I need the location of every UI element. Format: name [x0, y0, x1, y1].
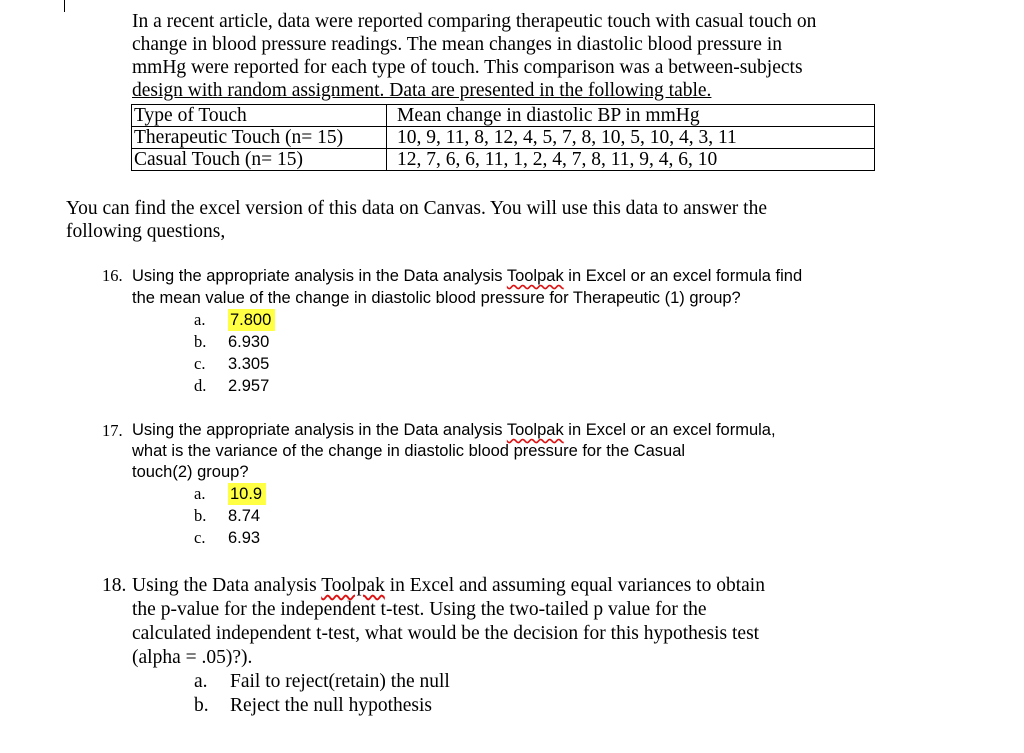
option-letter: a. — [194, 310, 206, 329]
table-header-row — [132, 105, 875, 127]
text-cursor — [64, 0, 65, 12]
answer-option[interactable] — [194, 670, 882, 694]
canvas-note — [66, 197, 846, 243]
option-letter: a. — [194, 484, 206, 503]
table-header-cell: Mean change in diastolic BP in mmHg — [387, 105, 875, 127]
question-line: Using the appropriate analysis in the Data analysis Toolpak in Excel or an excel formula find — [132, 267, 803, 285]
answer-options — [194, 670, 882, 718]
data-table — [131, 104, 875, 171]
answer-option[interactable] — [194, 375, 882, 397]
question-line: (alpha = .05)?). — [132, 647, 253, 668]
option-text: 8.74 — [228, 507, 261, 525]
question-line: what is the variance of the change in diastolic blood pressure for the Casual — [132, 442, 686, 460]
question-line: Using the Data analysis Toolpak in Excel and assuming equal variances to obtain — [132, 575, 765, 596]
question-line: Using the appropriate analysis in the Data analysis Toolpak in Excel or an excel formula, — [132, 421, 776, 439]
answer-options — [194, 309, 882, 397]
answer-option[interactable] — [194, 483, 882, 505]
option-text: 6.930 — [228, 333, 270, 351]
question-17 — [102, 420, 882, 549]
table-row — [132, 149, 875, 171]
answer-option[interactable] — [194, 527, 882, 549]
option-text: 6.93 — [228, 529, 261, 547]
answer-option[interactable] — [194, 309, 882, 331]
option-letter: b. — [194, 332, 207, 351]
option-letter: b. — [194, 695, 209, 716]
question-line: touch(2) group? — [132, 463, 249, 481]
option-letter: b. — [194, 506, 207, 525]
option-letter: c. — [194, 528, 206, 547]
answer-option[interactable] — [194, 505, 882, 527]
intro-line: design with random assignment. Data are presented in the following table. — [132, 80, 712, 101]
option-text-highlighted: 7.800 — [228, 309, 275, 331]
question-number: 16. — [102, 266, 123, 285]
table-cell: 12, 7, 6, 6, 11, 1, 2, 4, 7, 8, 11, 9, 4, 6, 10 — [387, 149, 875, 171]
table-cell: Therapeutic Touch (n= 15) — [132, 127, 387, 149]
intro-line: In a recent article, data were reported comparing therapeutic touch with casual touch on — [132, 11, 817, 32]
option-letter: c. — [194, 354, 206, 373]
note-line: You can find the excel version of this data on Canvas. You will use this data to answer the — [66, 198, 767, 219]
answer-option[interactable] — [194, 331, 882, 353]
table-cell: Casual Touch (n= 15) — [132, 149, 387, 171]
note-line: following questions, — [66, 221, 226, 242]
spellcheck-word: Toolpak — [506, 267, 564, 285]
question-16 — [102, 265, 882, 397]
option-text: Fail to reject(retain) the null — [230, 671, 450, 692]
table-row — [132, 127, 875, 149]
question-line: the p-value for the independent t-test. Using the two-tailed p value for the — [132, 599, 707, 620]
question-number: 17. — [102, 421, 123, 440]
answer-option[interactable] — [194, 353, 882, 375]
table-cell: 10, 9, 11, 8, 12, 4, 5, 7, 8, 10, 5, 10, 4, 3, 11 — [387, 127, 875, 149]
option-text: 2.957 — [228, 377, 270, 395]
intro-line: mmHg were reported for each type of touch. This comparison was a between-subjects — [132, 57, 803, 78]
option-text: 3.305 — [228, 355, 270, 373]
option-text-highlighted: 10.9 — [228, 483, 266, 505]
question-18 — [102, 574, 882, 718]
option-letter: a. — [194, 671, 208, 692]
table-header-cell: Type of Touch — [132, 105, 387, 127]
spellcheck-word: Toolpak — [506, 421, 564, 439]
question-number: 18. — [102, 575, 127, 596]
question-line: calculated independent t-test, what would be the decision for this hypothesis test — [132, 623, 760, 644]
answer-option[interactable] — [194, 694, 882, 718]
intro-line: change in blood pressure readings. The mean changes in diastolic blood pressure in — [132, 34, 783, 55]
spellcheck-word: Toolpak — [321, 575, 385, 596]
answer-options — [194, 483, 882, 549]
option-text: Reject the null hypothesis — [230, 695, 433, 716]
option-letter: d. — [194, 376, 207, 395]
intro-paragraph — [132, 10, 852, 102]
question-line: the mean value of the change in diastolic blood pressure for Therapeutic (1) group? — [132, 289, 741, 307]
